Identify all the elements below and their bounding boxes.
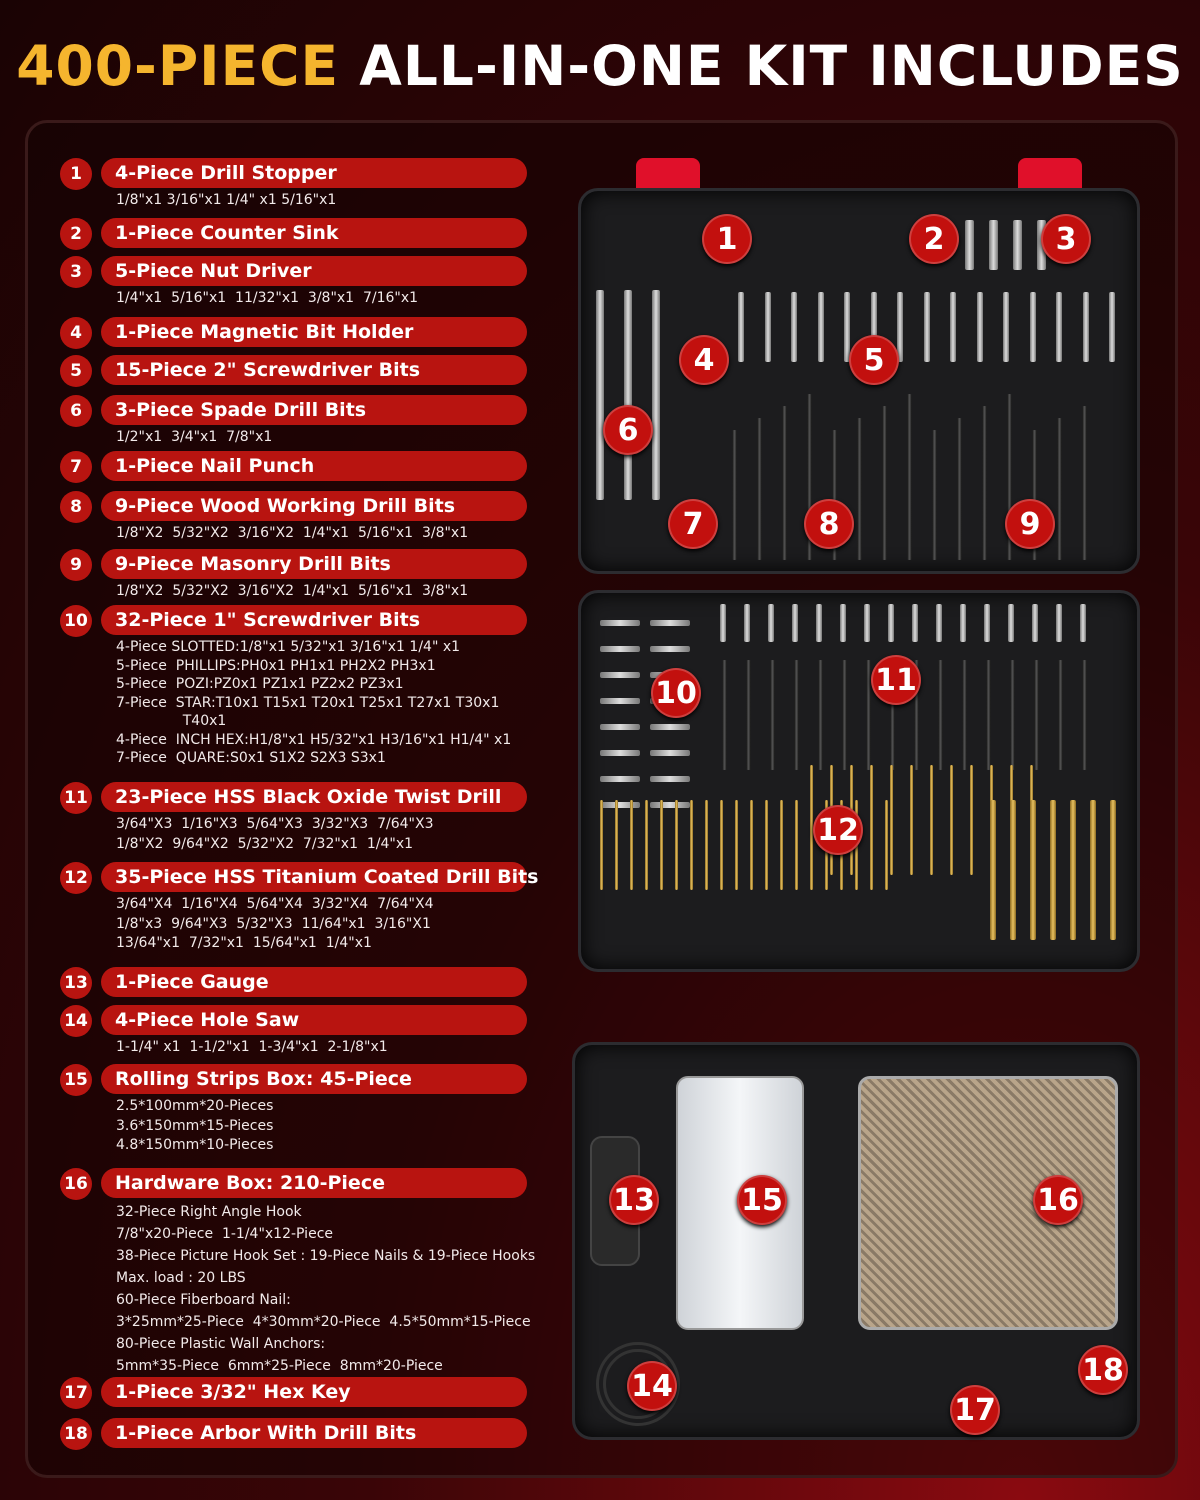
drill-bit-icon	[1032, 604, 1038, 642]
callout-marker: 18	[1078, 1345, 1128, 1395]
item-title: 23-Piece HSS Black Oxide Twist Drill	[101, 782, 527, 812]
item-number-badge: 12	[60, 862, 92, 894]
drill-bit-icon	[600, 776, 640, 782]
item-title: 1-Piece 3/32" Hex Key	[101, 1377, 527, 1407]
detail-line: 2.5*100mm*20-Pieces	[116, 1098, 274, 1114]
drill-bit-icon	[1050, 800, 1056, 940]
item-title: 1-Piece Gauge	[101, 967, 527, 997]
drill-bit-icon	[600, 724, 640, 730]
item-title: 4-Piece Drill Stopper	[101, 158, 527, 188]
drill-bit-icon	[818, 660, 823, 770]
drill-bit-icon	[794, 660, 799, 770]
drill-bit-icon	[816, 604, 822, 642]
detail-line: Max. load : 20 LBS	[116, 1270, 246, 1286]
drill-bit-icon	[840, 604, 846, 642]
detail-line: 32-Piece Right Angle Hook	[116, 1204, 302, 1220]
drill-bit-icon	[885, 800, 888, 890]
drill-bit-icon	[844, 292, 850, 362]
drill-bit-icon	[950, 765, 953, 875]
item-title: 3-Piece Spade Drill Bits	[101, 395, 527, 425]
drill-bit-icon	[744, 604, 750, 642]
drill-bit-icon	[791, 292, 797, 362]
detail-line: 1/8"X2 9/64"X2 5/32"X2 7/32"x1 1/4"x1	[116, 835, 414, 852]
detail-line: 5-Piece POZI:PZ0x1 PZ1x1 PZ2x2 PZ3x1	[116, 676, 404, 692]
item-number-badge: 18	[60, 1418, 92, 1450]
drill-bit-icon	[907, 394, 912, 560]
drill-bit-icon	[977, 292, 983, 362]
item-number-badge: 6	[60, 395, 92, 427]
item-details	[116, 582, 468, 602]
item-title: 9-Piece Masonry Drill Bits	[101, 549, 527, 579]
drill-bit-icon	[660, 800, 663, 890]
detail-line: 1/8"X2 5/32"X2 3/16"X2 1/4"x1 5/16"x1 3/8"x1	[116, 583, 469, 599]
callout-marker: 8	[804, 499, 854, 549]
drill-bit-icon	[1070, 800, 1076, 940]
drill-bit-icon	[600, 802, 640, 808]
drill-bit-icon	[1030, 800, 1036, 940]
drill-bit-icon	[722, 660, 727, 770]
item-title: 1-Piece Magnetic Bit Holder	[101, 317, 527, 347]
callout-marker: 1	[702, 214, 752, 264]
callout-marker: 9	[1005, 499, 1055, 549]
drill-bit-icon	[600, 698, 640, 704]
drill-bit-icon	[930, 765, 933, 875]
callout-marker: 6	[603, 405, 653, 455]
title-highlight: 400-PIECE	[16, 34, 340, 98]
drill-bit-icon	[705, 800, 708, 890]
drill-bit-icon	[990, 800, 996, 940]
detail-line: 3.6*150mm*15-Pieces	[116, 1117, 274, 1134]
item-number-badge: 10	[60, 605, 92, 637]
drill-bit-icon	[1080, 604, 1086, 642]
callout-marker: 17	[950, 1385, 1000, 1435]
drill-bit-icon	[1057, 418, 1062, 560]
drill-bit-icon	[970, 765, 973, 875]
callout-marker: 11	[871, 655, 921, 705]
item-number-badge: 13	[60, 967, 92, 999]
drill-bit-icon	[870, 765, 873, 875]
drill-bit-icon	[780, 800, 783, 890]
drill-bit-icon	[770, 660, 775, 770]
drill-bit-icon	[910, 765, 913, 875]
item-number-badge: 1	[60, 158, 92, 190]
detail-line: 1/8"x3 9/64"X3 5/32"X3 11/64"x1 3/16"X1	[116, 915, 431, 932]
drill-bit-icon	[596, 290, 604, 500]
drill-bit-icon	[1082, 406, 1087, 560]
drill-bit-icon	[720, 800, 723, 890]
drill-bit-icon	[630, 800, 633, 890]
drill-bit-icon	[650, 776, 690, 782]
item-details	[116, 638, 511, 768]
callout-marker: 10	[651, 668, 701, 718]
drill-bit-icon	[1010, 660, 1015, 770]
drill-bit-icon	[652, 290, 660, 500]
item-details	[116, 815, 433, 854]
item-number-badge: 7	[60, 451, 92, 483]
drill-bit-icon	[1058, 660, 1063, 770]
drill-bit-icon	[600, 620, 640, 626]
drill-bit-icon	[615, 800, 618, 890]
item-number-badge: 15	[60, 1064, 92, 1096]
item-number-badge: 3	[60, 256, 92, 288]
drill-bit-icon	[960, 604, 966, 642]
drill-bit-icon	[897, 292, 903, 362]
detail-line: 1-1/4" x1 1-1/2"x1 1-3/4"x1 2-1/8"x1	[116, 1039, 388, 1055]
drill-bit-icon	[768, 604, 774, 642]
drill-bit-icon	[765, 292, 771, 362]
detail-line: 80-Piece Plastic Wall Anchors:	[116, 1336, 326, 1352]
callout-marker: 14	[627, 1361, 677, 1411]
drill-bit-icon	[600, 646, 640, 652]
drill-bit-icon	[938, 660, 943, 770]
drill-bit-icon	[650, 724, 690, 730]
detail-line: 13/64"x1 7/32"x1 15/64"x1 1/4"x1	[116, 935, 372, 951]
drill-bit-icon	[738, 292, 744, 362]
callout-marker: 7	[668, 499, 718, 549]
drill-bit-icon	[857, 418, 862, 560]
drill-bit-icon	[984, 604, 990, 642]
drill-bit-icon	[735, 800, 738, 890]
callout-marker: 2	[909, 214, 959, 264]
drill-bit-icon	[650, 620, 690, 626]
detail-line: 5-Piece PHILLIPS:PH0x1 PH1x1 PH2X2 PH3x1	[116, 657, 436, 674]
detail-line: 3*25mm*25-Piece 4*30mm*20-Piece 4.5*50mm*15-Piece	[116, 1314, 531, 1330]
detail-line: 38-Piece Picture Hook Set : 19-Piece Nails & 19-Piece Hooks	[116, 1248, 536, 1264]
drill-bit-icon	[1013, 220, 1022, 270]
item-title: 1-Piece Counter Sink	[101, 218, 527, 248]
drill-bit-icon	[782, 406, 787, 560]
drill-bit-icon	[965, 220, 974, 270]
item-details	[116, 1097, 273, 1156]
detail-line: T40x1	[116, 713, 227, 729]
drill-bit-icon	[650, 802, 690, 808]
callout-marker: 12	[813, 805, 863, 855]
item-number-badge: 2	[60, 218, 92, 250]
drill-bit-icon	[645, 800, 648, 890]
page-title	[0, 34, 1200, 98]
drill-bit-icon	[924, 292, 930, 362]
detail-line: 1/8"X2 5/32"X2 3/16"X2 1/4"x1 5/16"x1 3/8"x1	[116, 525, 469, 541]
drill-bit-icon	[890, 765, 893, 875]
detail-line: 4.8*150mm*10-Pieces	[116, 1137, 274, 1153]
drill-bit-icon	[600, 750, 640, 756]
drill-bit-icon	[1010, 800, 1016, 940]
drill-bit-icon	[1109, 292, 1115, 362]
item-number-badge: 17	[60, 1377, 92, 1409]
drill-bit-icon	[1003, 292, 1009, 362]
drill-bit-icon	[600, 800, 603, 890]
drill-bit-icon	[690, 800, 693, 890]
drill-bit-icon	[936, 604, 942, 642]
item-details	[116, 191, 336, 211]
drill-bit-icon	[1082, 660, 1087, 770]
detail-line: 7-Piece STAR:T10x1 T15x1 T20x1 T25x1 T27x1 T30x1	[116, 694, 500, 711]
detail-line: 5mm*35-Piece 6mm*25-Piece 8mm*20-Piece	[116, 1358, 443, 1374]
drill-bit-icon	[950, 292, 956, 362]
item-title: 32-Piece 1" Screwdriver Bits	[101, 605, 527, 635]
item-number-badge: 16	[60, 1168, 92, 1200]
item-number-badge: 5	[60, 355, 92, 387]
drill-bit-icon	[1090, 800, 1096, 940]
drill-bit-icon	[650, 750, 690, 756]
drill-bit-icon	[746, 660, 751, 770]
item-title: 35-Piece HSS Titanium Coated Drill Bits	[101, 862, 527, 892]
drill-bit-icon	[1034, 660, 1039, 770]
callout-marker: 15	[737, 1175, 787, 1225]
drill-bit-icon	[932, 430, 937, 560]
drill-bit-icon	[1008, 604, 1014, 642]
drill-bit-icon	[957, 418, 962, 560]
callout-marker: 13	[609, 1175, 659, 1225]
item-title: 4-Piece Hole Saw	[101, 1005, 527, 1035]
drill-bit-icon	[1110, 800, 1116, 940]
item-details	[116, 524, 468, 544]
item-number-badge: 11	[60, 782, 92, 814]
item-title: 1-Piece Arbor With Drill Bits	[101, 1418, 527, 1448]
title-rest: ALL-IN-ONE KIT INCLUDES	[359, 34, 1184, 98]
drill-bit-icon	[795, 800, 798, 890]
item-title: 5-Piece Nut Driver	[101, 256, 527, 286]
drill-bit-icon	[982, 406, 987, 560]
item-number-badge: 4	[60, 317, 92, 349]
detail-line: 3/64"X3 1/16"X3 5/64"X3 3/32"X3 7/64"X3	[116, 816, 434, 832]
detail-line: 7-Piece QUARE:S0x1 S1X2 S2X3 S3x1	[116, 750, 386, 766]
item-number-badge: 9	[60, 549, 92, 581]
item-details	[116, 428, 272, 448]
drill-bit-icon	[720, 604, 726, 642]
item-title: 15-Piece 2" Screwdriver Bits	[101, 355, 527, 385]
drill-bit-icon	[882, 406, 887, 560]
item-title: Hardware Box: 210-Piece	[101, 1168, 527, 1198]
item-details	[116, 895, 433, 954]
drill-bit-icon	[732, 430, 737, 560]
drill-bit-icon	[1056, 292, 1062, 362]
detail-line: 1/4"x1 5/16"x1 11/32"x1 3/8"x1 7/16"x1	[116, 290, 419, 306]
detail-line: 60-Piece Fiberboard Nail:	[116, 1292, 291, 1308]
detail-line: 1/2"x1 3/4"x1 7/8"x1	[116, 429, 273, 445]
item-number-badge: 14	[60, 1005, 92, 1037]
drill-bit-icon	[864, 604, 870, 642]
callout-marker: 3	[1041, 214, 1091, 264]
item-details	[116, 1201, 535, 1377]
drill-bit-icon	[675, 800, 678, 890]
drill-bit-icon	[650, 646, 690, 652]
detail-line: 3/64"X4 1/16"X4 5/64"X4 3/32"X4 7/64"X4	[116, 896, 434, 912]
drill-bit-icon	[1056, 604, 1062, 642]
item-details	[116, 1038, 388, 1058]
drill-bit-icon	[750, 800, 753, 890]
drill-bit-icon	[912, 604, 918, 642]
detail-line: 4-Piece SLOTTED:1/8"x1 5/32"x1 3/16"x1 1/4" x1	[116, 639, 461, 655]
drill-bit-icon	[765, 800, 768, 890]
detail-line: 7/8"x20-Piece 1-1/4"x12-Piece	[116, 1226, 333, 1242]
drill-bit-icon	[624, 290, 632, 500]
item-details	[116, 289, 418, 309]
detail-line: 1/8"x1 3/16"x1 1/4" x1 5/16"x1	[116, 192, 337, 208]
item-title: Rolling Strips Box: 45-Piece	[101, 1064, 527, 1094]
drill-bit-icon	[842, 660, 847, 770]
callout-marker: 4	[679, 335, 729, 385]
item-title: 9-Piece Wood Working Drill Bits	[101, 491, 527, 521]
drill-bit-icon	[757, 418, 762, 560]
drill-bit-icon	[818, 292, 824, 362]
drill-bit-icon	[986, 660, 991, 770]
callout-marker: 16	[1033, 1175, 1083, 1225]
item-number-badge: 8	[60, 491, 92, 523]
drill-bit-icon	[1083, 292, 1089, 362]
item-title: 1-Piece Nail Punch	[101, 451, 527, 481]
drill-bit-icon	[888, 604, 894, 642]
drill-bit-icon	[989, 220, 998, 270]
drill-bit-icon	[962, 660, 967, 770]
drill-bit-icon	[1030, 292, 1036, 362]
callout-marker: 5	[849, 335, 899, 385]
drill-bit-icon	[600, 672, 640, 678]
detail-line: 4-Piece INCH HEX:H1/8"x1 H5/32"x1 H3/16"x1 H1/4" x1	[116, 731, 512, 748]
drill-bit-icon	[810, 765, 813, 875]
drill-bit-icon	[792, 604, 798, 642]
